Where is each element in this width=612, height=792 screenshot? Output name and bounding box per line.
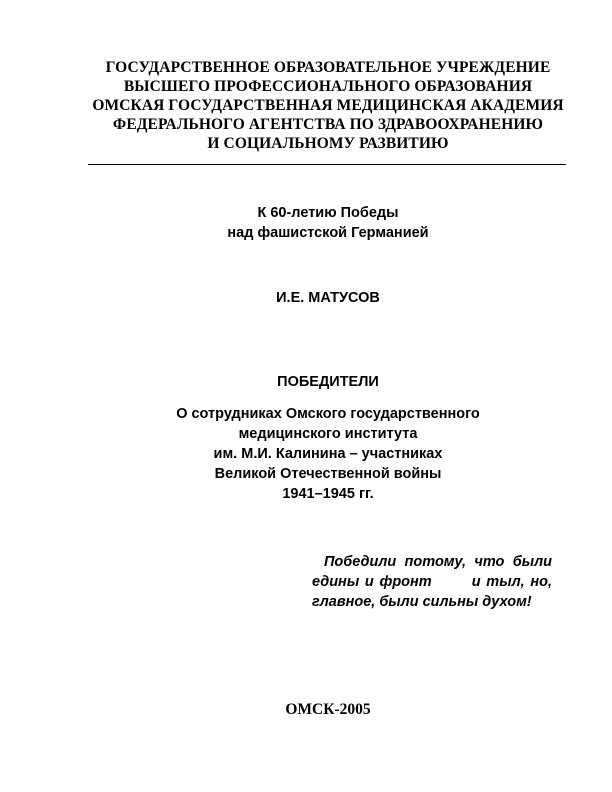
institution-line-5: И СОЦИАЛЬНОМУ РАЗВИТИЮ bbox=[207, 135, 449, 152]
author-name: И.Е. МАТУСОВ bbox=[276, 290, 380, 306]
epigraph bbox=[312, 552, 552, 612]
institution-line-2: ВЫСШЕГО ПРОФЕССИОНАЛЬНОГО ОБРАЗОВАНИЯ bbox=[123, 78, 533, 95]
book-subtitle bbox=[0, 404, 612, 504]
epigraph-line-1: Победили потому, что были bbox=[324, 554, 552, 570]
institution-header bbox=[0, 58, 612, 153]
institution-line-4: ФЕДЕРАЛЬНОГО АГЕНТСТВА ПО ЗДРАВООХРАНЕНИЮ bbox=[112, 116, 544, 133]
epigraph-line-2: едины и фронт и тыл, но, bbox=[312, 574, 552, 590]
subtitle-line-1: О сотрудниках Омского государственного bbox=[176, 406, 480, 422]
dedication bbox=[0, 203, 612, 243]
subtitle-line-4: Великой Отечественной войны bbox=[214, 466, 442, 482]
subtitle-line-2: медицинского института bbox=[238, 426, 418, 442]
header-divider bbox=[88, 164, 566, 165]
institution-line-1: ГОСУДАРСТВЕННОЕ ОБРАЗОВАТЕЛЬНОЕ УЧРЕЖДЕНИЕ bbox=[105, 59, 551, 76]
book-title: ПОБЕДИТЕЛИ bbox=[277, 374, 379, 390]
city-year: ОМСК-2005 bbox=[285, 701, 371, 718]
dedication-line-1: К 60-летию Победы bbox=[257, 205, 399, 221]
subtitle-line-5: 1941–1945 гг. bbox=[282, 486, 374, 502]
subtitle-line-3: им. М.И. Калинина – участниках bbox=[213, 446, 443, 462]
institution-line-3: ОМСКАЯ ГОСУДАРСТВЕННАЯ МЕДИЦИНСКАЯ АКАДЕМИЯ bbox=[92, 97, 564, 114]
dedication-line-2: над фашистской Германией bbox=[227, 225, 429, 241]
epigraph-line-3: главное, были сильны духом! bbox=[312, 594, 532, 610]
